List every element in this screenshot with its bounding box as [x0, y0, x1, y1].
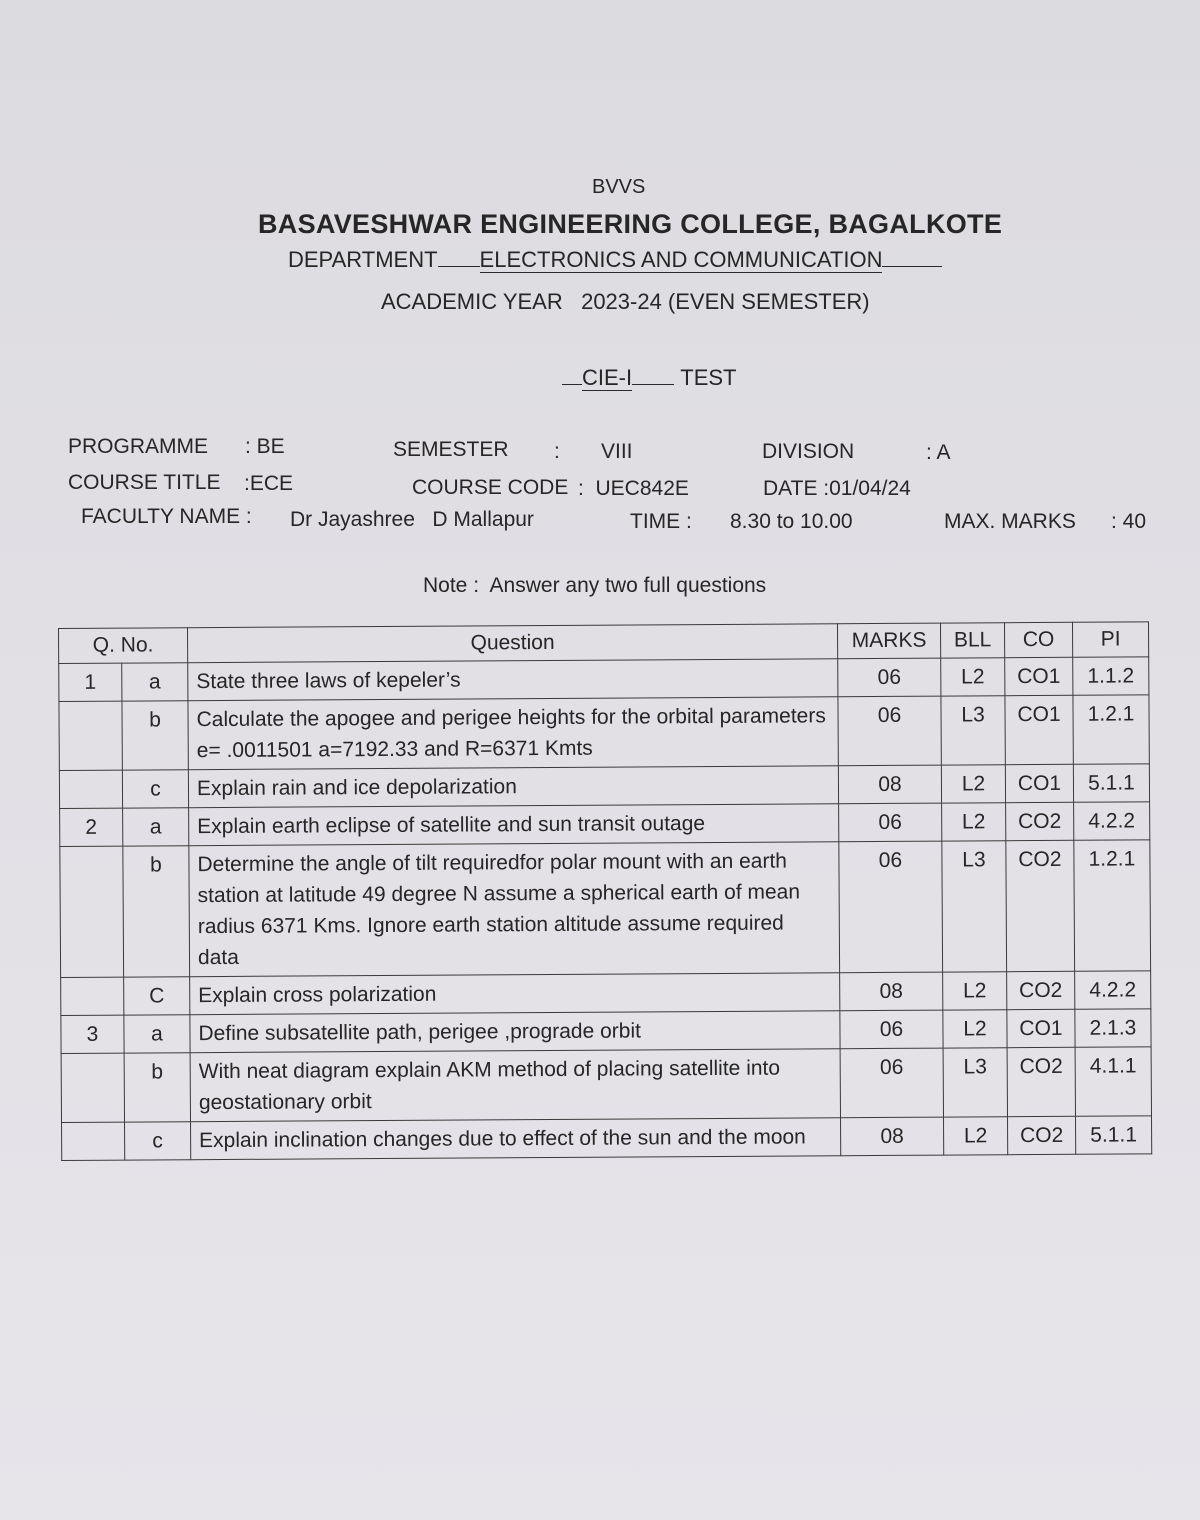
co: CO1 [1005, 695, 1073, 764]
question-number [59, 701, 122, 770]
table-row [60, 840, 1151, 978]
sub-question: c [122, 770, 188, 808]
bll: L2 [942, 803, 1006, 841]
co: CO2 [1007, 971, 1075, 1009]
sub-question: a [122, 663, 188, 701]
course-title-value: :ECE [244, 472, 294, 495]
max-marks-label: MAX. MARKS [944, 510, 1076, 533]
bll: L2 [943, 972, 1007, 1010]
header-marks: MARKS [837, 623, 940, 659]
question-text: Determine the angle of tilt requiredfor polar mount with an earth station at latitude 49 degree N assume a spherical earth of mean radius 6371 Kms. Ignore earth station altitude assume required data [189, 842, 840, 977]
sub-question: b [122, 701, 188, 770]
co: CO2 [1008, 1116, 1076, 1154]
course-code-label: COURSE CODE [412, 476, 569, 499]
bll: L2 [941, 765, 1005, 803]
time-value: 8.30 to 10.00 [730, 510, 853, 533]
sub-question: b [124, 1053, 190, 1122]
question-number [61, 977, 124, 1015]
marks: 06 [839, 841, 943, 973]
header-qno: Q. No. [59, 628, 188, 664]
pi: 4.2.2 [1075, 971, 1151, 1009]
question-text: Explain cross polarization [190, 973, 840, 1015]
question-number: 1 [59, 663, 122, 701]
co: CO1 [1005, 764, 1073, 802]
course-code-value: : UEC842E [578, 477, 689, 500]
marks: 06 [839, 803, 942, 842]
academic-year: ACADEMIC YEAR 2023-24 (EVEN SEMESTER) [381, 289, 870, 314]
question-text: Explain earth eclipse of satellite and sun transit outage [189, 804, 839, 846]
header-question: Question [188, 624, 838, 663]
pi: 5.1.1 [1073, 764, 1149, 802]
question-text: Calculate the apogee and perigee heights for the orbital parameters e= .0011501 a=7192.33 and R=6371 Kmts [188, 697, 838, 770]
question-number: 3 [61, 1015, 124, 1053]
max-marks-value: : 40 [1111, 510, 1147, 533]
header-pi: PI [1072, 622, 1148, 657]
note: Note : Answer any two full questions [423, 574, 767, 597]
header-co: CO [1004, 622, 1072, 657]
division-label: DIVISION [762, 440, 855, 463]
pi: 4.1.1 [1075, 1047, 1151, 1116]
table-row [61, 971, 1151, 1016]
header-bll: BLL [940, 623, 1004, 658]
marks: 08 [840, 972, 943, 1011]
pi: 1.1.2 [1073, 657, 1149, 695]
bll: L3 [942, 841, 1007, 972]
bll: L3 [943, 1048, 1007, 1117]
question-text: With neat diagram explain AKM method of placing satellite into geostationary orbit [190, 1049, 840, 1122]
table-row [60, 802, 1150, 847]
table-row [59, 695, 1149, 771]
bll: L3 [941, 696, 1005, 765]
pi: 5.1.1 [1076, 1116, 1152, 1154]
semester-value: VIII [601, 440, 633, 463]
question-text: Explain inclination changes due to effect of the sun and the moon [191, 1118, 841, 1160]
test-title [562, 365, 736, 391]
pi: 4.2.2 [1074, 802, 1150, 840]
semester-sep: : [554, 440, 560, 463]
question-number [60, 846, 124, 977]
table-row [62, 1116, 1152, 1161]
question-table [58, 621, 1152, 1161]
marks: 06 [840, 1010, 943, 1049]
faculty-label: FACULTY NAME : [81, 505, 252, 528]
exam-date: DATE :01/04/24 [763, 477, 911, 500]
table-row [59, 657, 1149, 702]
bll: L2 [943, 1010, 1007, 1048]
test-suffix: TEST [680, 365, 737, 390]
department-line [288, 247, 942, 273]
faculty-value: Dr Jayashree D Mallapur [290, 508, 534, 531]
question-number: 2 [60, 808, 123, 846]
org-name: BVVS [592, 176, 646, 198]
table-row [61, 1047, 1151, 1123]
programme-label: PROGRAMME [68, 435, 209, 458]
pi: 1.2.1 [1073, 695, 1149, 764]
programme-value: : BE [245, 435, 285, 458]
table-row [59, 764, 1149, 809]
time-label: TIME : [630, 510, 692, 533]
co: CO2 [1006, 840, 1075, 971]
question-number [59, 770, 122, 808]
bll: L2 [944, 1117, 1008, 1155]
marks: 06 [840, 1048, 943, 1118]
question-number [61, 1053, 124, 1122]
marks: 08 [841, 1117, 944, 1156]
department-value: ELECTRONICS AND COMMUNICATION [479, 247, 883, 272]
course-title-label: COURSE TITLE [68, 471, 221, 494]
co: CO2 [1007, 1047, 1075, 1116]
question-text: Define subsatellite path, perigee ,prograde orbit [190, 1011, 840, 1053]
question-text: State three laws of kepeler’s [188, 659, 838, 701]
department-label: DEPARTMENT [288, 247, 438, 272]
sub-question: b [123, 846, 190, 977]
sub-question: c [125, 1122, 191, 1160]
marks: 08 [838, 765, 941, 804]
marks: 06 [838, 658, 941, 697]
division-value: : A [926, 441, 951, 464]
co: CO1 [1007, 1009, 1075, 1047]
bll: L2 [941, 658, 1005, 696]
question-text: Explain rain and ice depolarization [188, 766, 838, 808]
sub-question: a [123, 808, 189, 846]
marks: 06 [838, 696, 941, 766]
pi: 2.1.3 [1075, 1009, 1151, 1047]
co: CO1 [1005, 657, 1073, 695]
pi: 1.2.1 [1074, 840, 1151, 971]
question-number [62, 1122, 125, 1160]
sub-question: C [124, 977, 190, 1015]
table-row [61, 1009, 1151, 1054]
sub-question: a [124, 1015, 190, 1053]
co: CO2 [1006, 802, 1074, 840]
semester-label: SEMESTER [393, 438, 509, 461]
test-name: CIE-I [582, 365, 633, 390]
college-name: BASAVESHWAR ENGINEERING COLLEGE, BAGALKOTE [258, 209, 1003, 239]
